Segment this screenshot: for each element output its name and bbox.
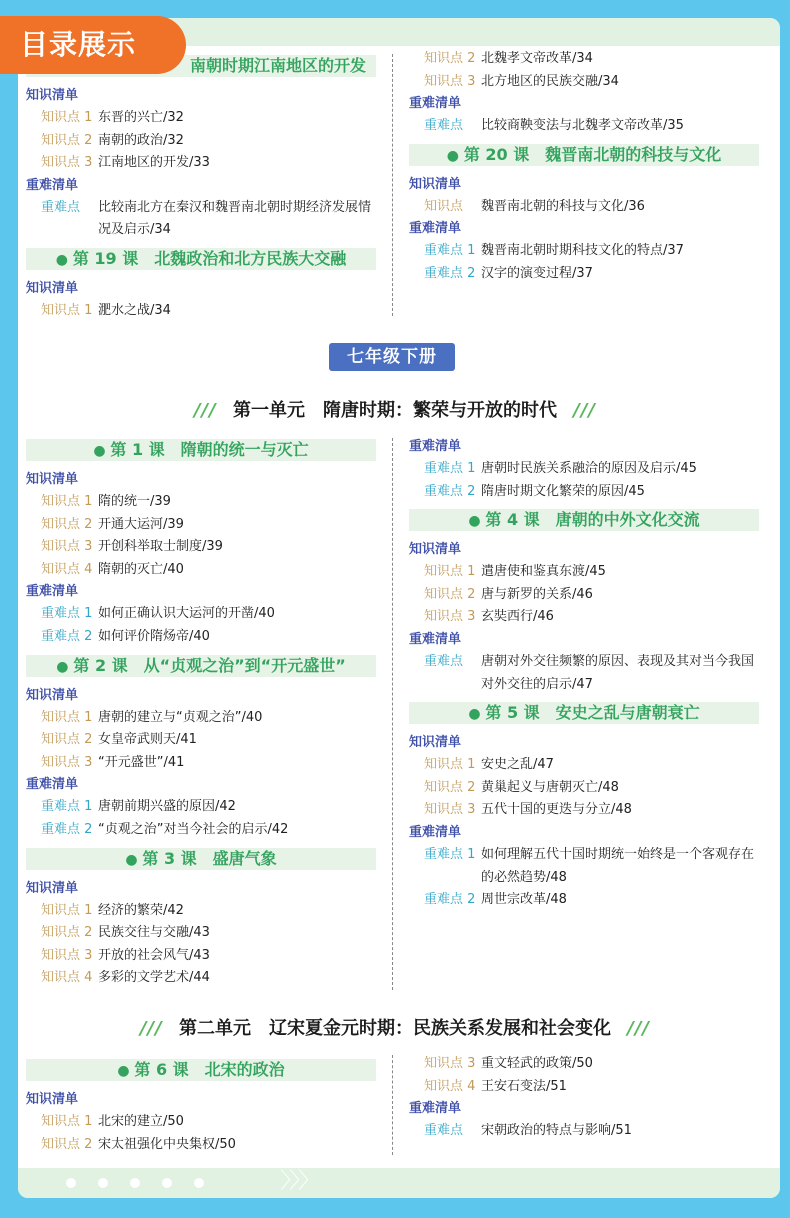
category-title: 知识清单 [26, 88, 79, 103]
item-text: 唐与新罗的关系/46 [481, 586, 593, 602]
bullet-icon: ● [125, 851, 143, 868]
lesson-title: 第 19 课 北魏政治和北方民族大交融 [72, 248, 347, 268]
category-title: 知识清单 [26, 687, 79, 703]
knowledge-point-label: 知识点 4 [424, 1078, 476, 1094]
key-point-label: 重难点 1 [424, 846, 476, 862]
chevron-decor-icon: 〉〉〉 [280, 1169, 319, 1194]
list-item [26, 536, 376, 559]
knowledge-point-label: 知识点 3 [424, 1056, 476, 1071]
lesson-title: 第 3 课 盛唐气象 [142, 848, 277, 868]
list-item [26, 107, 376, 130]
item-text: 北宋的建立/50 [98, 1114, 184, 1129]
knowledge-point-label: 知识点 1 [41, 709, 93, 725]
decor-dot [130, 1178, 140, 1188]
lesson-header [26, 439, 376, 461]
item-text: 魏晋南北朝的科技与文化/36 [481, 198, 645, 214]
list-item [26, 559, 376, 582]
knowledge-point-label: 知识点 2 [41, 132, 93, 148]
lesson-header [409, 509, 759, 531]
item-text: 隋朝的灭亡/40 [98, 561, 184, 577]
item-text: 北方地区的民族交融/34 [481, 73, 619, 89]
lesson-title: 第 6 课 北宋的政治 [134, 1060, 285, 1079]
item-text: “贞观之治”对当今社会的启示/42 [98, 821, 289, 837]
list-item [409, 458, 759, 481]
lesson-header [26, 848, 376, 870]
knowledge-point-label: 知识点 3 [41, 947, 93, 963]
category-title: 知识清单 [26, 1092, 79, 1107]
list-item [409, 799, 759, 822]
key-point-label: 重难点 [424, 653, 464, 669]
item-list [409, 48, 759, 93]
key-point-label: 重难点 1 [41, 799, 93, 815]
item-text: 淝水之战/34 [98, 302, 171, 318]
list-item [409, 1076, 759, 1099]
key-point-label: 重难点 [41, 199, 81, 215]
item-text: 开放的社会风气/43 [98, 947, 210, 963]
list-item [26, 514, 376, 537]
item-text: 周世宗改革/48 [481, 892, 567, 908]
item-text: 南朝的政治/32 [98, 132, 184, 148]
list-item [26, 922, 376, 945]
category-list [409, 174, 759, 286]
item-text: 隋的统一/39 [98, 494, 171, 509]
knowledge-point-label: 知识点 1 [41, 110, 93, 125]
lesson-title: 南朝时期江南地区的开发 [189, 56, 366, 75]
list-item [409, 754, 759, 777]
item-text: 重文轻武的政策/50 [481, 1056, 593, 1071]
item-text: 比较商鞅变法与北魏孝文帝改革/35 [481, 118, 684, 134]
item-text: 汉字的演变过程/37 [481, 265, 593, 281]
column-divider [392, 1055, 393, 1155]
unit-heading [0, 1014, 790, 1040]
category-title: 知识清单 [409, 735, 462, 751]
list-item [409, 584, 759, 607]
knowledge-point-label: 知识点 4 [41, 970, 93, 986]
knowledge-point-label: 知识点 3 [41, 539, 93, 555]
list-item [26, 729, 376, 752]
list-item [409, 240, 759, 263]
category-title: 重难清单 [409, 824, 462, 840]
list-item [26, 945, 376, 968]
item-text: 唐朝时民族关系融洽的原因及启示/45 [481, 461, 697, 476]
unit-title: 第二单元 辽宋夏金元时期：民族关系发展和社会变化 [179, 1018, 611, 1039]
list-item [409, 1053, 759, 1076]
key-point-label: 重难点 2 [41, 628, 93, 644]
list-item [409, 196, 759, 219]
lesson-header [26, 1059, 376, 1081]
slash-decor-icon: /// [193, 400, 217, 421]
item-text: 比较南北方在秦汉和魏晋南北朝时期经济发展情况及启示/34 [98, 199, 372, 238]
item-text: 魏晋南北朝时期科技文化的特点/37 [481, 243, 684, 259]
decor-dot [98, 1178, 108, 1188]
item-text: 王安石变法/51 [481, 1078, 567, 1094]
item-text: 女皇帝武则天/41 [98, 732, 197, 748]
category-title: 重难清单 [26, 177, 79, 193]
top-left-column [26, 53, 376, 323]
column-divider [392, 54, 393, 316]
knowledge-point-label: 知识点 1 [41, 1114, 93, 1129]
slash-decor-icon: /// [573, 400, 597, 421]
knowledge-point-label: 知识点 4 [41, 561, 93, 577]
item-text: 唐朝的建立与“贞观之治”/40 [98, 709, 263, 725]
key-point-label: 重难点 1 [424, 243, 476, 259]
unit1-left-column [26, 437, 376, 990]
slash-decor-icon: /// [139, 1018, 163, 1039]
list-item [26, 130, 376, 153]
item-text: “开元盛世”/41 [98, 754, 185, 770]
slash-decor-icon: /// [627, 1018, 651, 1039]
item-text: 如何评价隋炀帝/40 [98, 628, 210, 644]
category-title: 重难清单 [26, 584, 79, 600]
item-text: 安史之乱/47 [481, 757, 554, 773]
key-point-label: 重难点 1 [424, 461, 476, 476]
unit2-right-column [409, 1053, 759, 1143]
unit-title: 第一单元 隋唐时期：繁荣与开放的时代 [233, 400, 557, 421]
bullet-icon: ● [117, 1063, 135, 1079]
item-text: 如何理解五代十国时期统一始终是一个客观存在的必然趋势/48 [481, 846, 755, 885]
list-item [26, 707, 376, 730]
item-text: 隋唐时期文化繁荣的原因/45 [481, 483, 645, 499]
list-item [26, 967, 376, 990]
grade-label: 七年级下册 [329, 343, 455, 371]
knowledge-point-label: 知识点 2 [41, 925, 93, 941]
list-item [26, 900, 376, 923]
category-list [26, 278, 376, 323]
bullet-icon: ● [468, 513, 486, 530]
list-item [409, 1120, 759, 1143]
knowledge-point-label: 知识点 1 [424, 757, 476, 773]
knowledge-point-label: 知识点 3 [424, 802, 476, 818]
key-point-label: 重难点 2 [41, 821, 93, 837]
knowledge-point-label: 知识点 3 [424, 609, 476, 625]
knowledge-point-label: 知识点 2 [424, 779, 476, 795]
list-item [26, 197, 376, 242]
bullet-icon: ● [468, 706, 486, 723]
category-title: 重难清单 [409, 439, 462, 454]
unit1-right-column [409, 436, 759, 912]
list-item [26, 796, 376, 819]
category-title: 知识清单 [409, 542, 462, 558]
item-text: 北魏孝文帝改革/34 [481, 51, 593, 66]
knowledge-point-label: 知识点 3 [41, 754, 93, 770]
knowledge-point-label: 知识点 2 [41, 1136, 93, 1152]
category-title: 知识清单 [26, 280, 79, 296]
item-text: 玄奘西行/46 [481, 609, 554, 625]
item-text: 唐朝对外交往频繁的原因、表现及其对当今我国对外交往的启示/47 [481, 653, 755, 692]
list-item [409, 889, 759, 912]
knowledge-point-label: 知识点 1 [424, 564, 476, 580]
lesson-title: 第 5 课 安史之乱与唐朝衰亡 [485, 703, 700, 723]
list-item [26, 491, 376, 514]
category-list [26, 85, 376, 242]
item-text: 如何正确认识大运河的开凿/40 [98, 606, 275, 622]
category-title: 重难清单 [409, 221, 462, 237]
item-text: 民族交往与交融/43 [98, 925, 210, 941]
list-item [26, 819, 376, 842]
list-item [26, 752, 376, 775]
decor-dot [194, 1178, 204, 1188]
item-text: 宋太祖强化中央集权/50 [98, 1136, 236, 1152]
knowledge-point-label: 知识点 2 [424, 51, 476, 66]
item-text: 开创科举取士制度/39 [98, 539, 223, 555]
item-text: 黄巢起义与唐朝灭亡/48 [481, 779, 619, 795]
list-item [409, 606, 759, 629]
lesson-title: 第 2 课 从“贞观之治”到“开元盛世” [73, 655, 346, 675]
unit2-left-column [26, 1057, 376, 1156]
key-point-label: 重难点 [424, 1123, 464, 1139]
category-list [409, 93, 759, 138]
knowledge-point-label: 知识点 2 [41, 516, 93, 532]
knowledge-point-label: 知识点 2 [41, 732, 93, 748]
item-text: 江南地区的开发/33 [98, 155, 210, 171]
item-text: 遣唐使和鉴真东渡/45 [481, 564, 606, 580]
category-title: 知识清单 [409, 176, 462, 192]
column-divider [392, 438, 393, 990]
bullet-icon: ● [55, 251, 73, 268]
category-title: 重难清单 [26, 777, 79, 793]
item-text: 多彩的文学艺术/44 [98, 970, 210, 986]
list-item [26, 300, 376, 323]
unit-heading [0, 396, 790, 422]
key-point-label: 重难点 [424, 118, 464, 134]
category-title: 重难清单 [409, 631, 462, 647]
knowledge-point-label: 知识点 3 [41, 155, 93, 171]
bullet-icon: ● [446, 147, 464, 164]
item-text: 宋朝政治的特点与影响/51 [481, 1123, 632, 1139]
item-text: 唐朝前期兴盛的原因/42 [98, 799, 236, 815]
key-point-label: 重难点 1 [41, 606, 93, 622]
category-title: 重难清单 [409, 96, 462, 112]
list-item [26, 603, 376, 626]
category-title: 知识清单 [26, 472, 79, 487]
category-title: 重难清单 [409, 1101, 462, 1117]
decor-dot [162, 1178, 172, 1188]
knowledge-point-label: 知识点 [424, 198, 464, 214]
lesson-title: 第 4 课 唐朝的中外文化交流 [485, 510, 700, 530]
key-point-label: 重难点 2 [424, 892, 476, 908]
list-item [26, 626, 376, 649]
list-item [409, 71, 759, 94]
category-title: 知识清单 [26, 880, 79, 896]
list-item [409, 48, 759, 71]
contents-badge: 目录展示 [0, 16, 186, 74]
lesson-title: 第 1 课 隋朝的统一与灭亡 [110, 440, 309, 459]
item-text: 五代十国的更迭与分立/48 [481, 802, 632, 818]
decor-dots [66, 1178, 204, 1188]
list-item [409, 115, 759, 138]
key-point-label: 重难点 2 [424, 265, 476, 281]
lesson-title: 第 20 课 魏晋南北朝的科技与文化 [463, 144, 722, 164]
lesson-header [409, 702, 759, 724]
item-text: 开通大运河/39 [98, 516, 184, 532]
bottom-bar [18, 1168, 780, 1198]
list-item [409, 651, 759, 696]
knowledge-point-label: 知识点 1 [41, 494, 93, 509]
top-right-column [409, 48, 759, 286]
list-item [409, 777, 759, 800]
lesson-header [26, 655, 376, 677]
item-text: 经济的繁荣/42 [98, 902, 184, 918]
lesson-header [409, 144, 759, 166]
knowledge-point-label: 知识点 1 [41, 302, 93, 318]
knowledge-point-label: 知识点 3 [424, 73, 476, 89]
knowledge-point-label: 知识点 2 [424, 586, 476, 602]
list-item [26, 1111, 376, 1134]
knowledge-point-label: 知识点 1 [41, 902, 93, 918]
decor-dot [66, 1178, 76, 1188]
list-item [409, 481, 759, 504]
lesson-header [26, 248, 376, 270]
key-point-label: 重难点 2 [424, 483, 476, 499]
list-item [409, 844, 759, 889]
item-text: 东晋的兴亡/32 [98, 110, 184, 125]
list-item [409, 561, 759, 584]
list-item [409, 263, 759, 286]
bullet-icon: ● [93, 443, 111, 459]
bullet-icon: ● [56, 658, 74, 675]
list-item [26, 1134, 376, 1157]
list-item [26, 152, 376, 175]
